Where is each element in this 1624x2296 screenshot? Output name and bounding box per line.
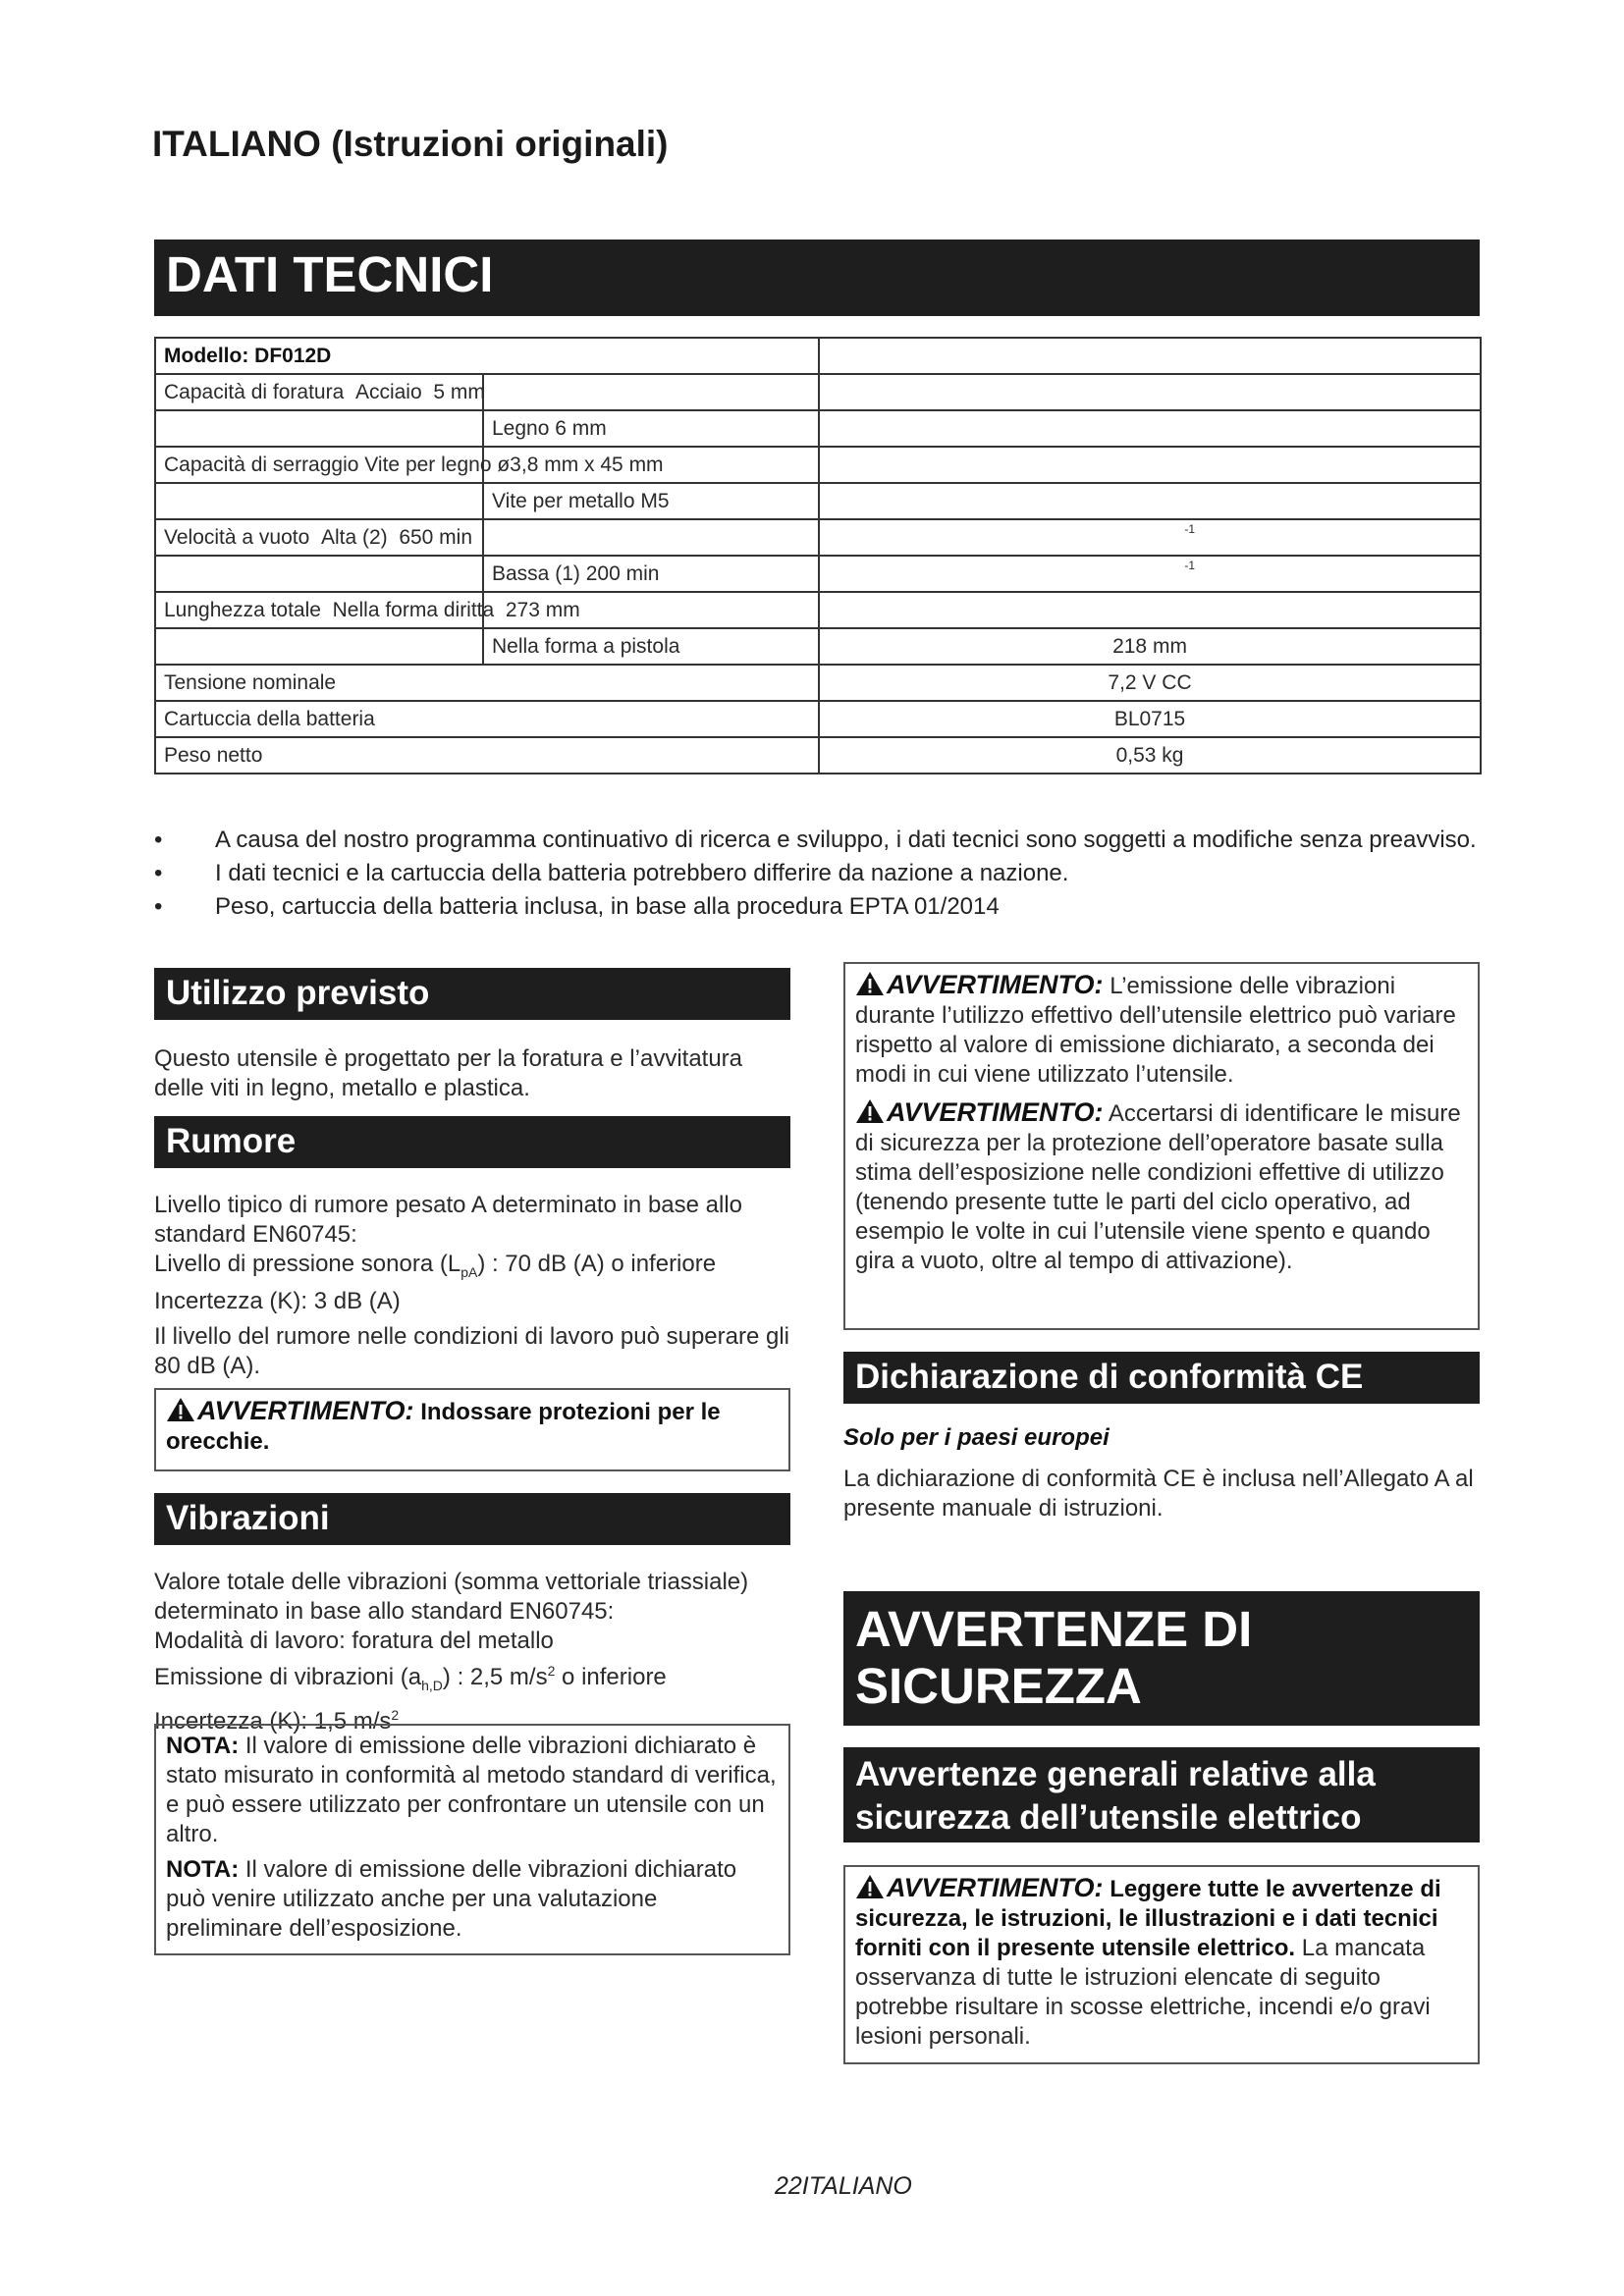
- table-row: Capacità di foratura Acciaio 5 mm: [155, 374, 1481, 410]
- vibration-heading: Vibrazioni: [154, 1493, 790, 1545]
- table-row: Vite per metallo M5: [155, 483, 1481, 519]
- safety-warning-box: AVVERTIMENTO: Leggere tutte le avvertenze di sicurezza, le istruzioni, le illustrazioni e i dati tecnici forniti con il presente utensile elettrico. La mancata osservanza di tutte le istruzioni elencate di seguito potrebbe risultare in scosse elettriche, incendi e/o gravi lesioni personali.: [843, 1865, 1480, 2064]
- warning-triangle-icon: [855, 1098, 885, 1124]
- table-row: Tensione nominale 7,2 V CC: [155, 665, 1481, 701]
- spec-notes: [154, 825, 1480, 925]
- table-row: Lunghezza totale Nella forma diritta 273 mm: [155, 592, 1481, 628]
- warning-triangle-icon: [855, 971, 885, 996]
- ce-text: La dichiarazione di conformità CE è inclusa nell’Allegato A al presente manuale di istruzioni.: [843, 1466, 1474, 1522]
- specs-table: [154, 337, 1482, 774]
- table-row: Peso netto 0,53 kg: [155, 737, 1481, 774]
- list-item: • I dati tecnici e la cartuccia della batteria potrebbero differire da nazione a nazione.: [154, 860, 1069, 886]
- model-cell: Modello: DF012D: [155, 338, 819, 374]
- table-row: Velocità a vuoto Alta (2) 650 min -1: [155, 519, 1481, 556]
- superscript: -1: [1184, 559, 1196, 572]
- warning-triangle-icon: [166, 1397, 195, 1422]
- noise-heading: Rumore: [154, 1116, 790, 1168]
- table-row: Bassa (1) 200 min -1: [155, 556, 1481, 592]
- warning-triangle-icon: [855, 1874, 885, 1899]
- safety-banner: AVVERTENZE DI SICUREZZA: [843, 1591, 1480, 1726]
- vibration-warnings-box: AVVERTIMENTO: L’emissione delle vibrazioni durante l’utilizzo effettivo dell’utensile elettrico può variare rispetto al valore di emissione dichiarato, a seconda dei modi in cui viene utilizzato l’utensile. AVVERTIMENTO: Accertarsi di identificare le misure di sicurezza per la protezione dell’operatore basate sulla stima dell’esposizione nelle condizioni effettive di utilizzo (tenendo presente tutte le parti del ciclo operativo, ad esempio le volte in cui l’utensile viene spento e quando gira a vuoto, oltre al tempo di attivazione).: [843, 962, 1480, 1330]
- page-footer: 22ITALIANO: [775, 2172, 912, 2200]
- intended-use-text: Questo utensile è progettato per la foratura e l’avvitatura delle viti in legno, metallo e plastica.: [154, 1045, 743, 1101]
- noise-warning-box: AVVERTIMENTO: Indossare protezioni per le orecchie.: [154, 1388, 790, 1471]
- vibration-section: Valore totale delle vibrazioni (somma vettoriale triassiale) determinato in base allo standard EN60745: Modalità di lavoro: foratura del metallo Emissione di vibrazioni $(a_{h,D})$ : 2,5 $m/s^2$ o inferiore Incertezza (K): 1,5 $m/s^2$: [154, 1569, 749, 1735]
- page-language-title: ITALIANO (Istruzioni originali): [152, 124, 669, 164]
- ce-heading: Dichiarazione di conformità CE: [843, 1352, 1480, 1404]
- table-row: [155, 338, 1481, 374]
- table-row: Legno 6 mm: [155, 410, 1481, 447]
- list-item: • Peso, cartuccia della batteria inclusa, in base alla procedura EPTA 01/2014: [154, 893, 1000, 920]
- table-row: Capacità di serraggio Vite per legno ø3,8 mm x 45 mm: [155, 447, 1481, 483]
- safety-subtitle: Avvertenze generali relative alla sicurezza dell’utensile elettrico: [843, 1747, 1480, 1842]
- list-item: • A causa del nostro programma continuativo di ricerca e sviluppo, i dati tecnici sono soggetti a modifiche senza preavviso.: [154, 827, 1477, 853]
- table-row: Cartuccia della batteria BL0715: [155, 701, 1481, 737]
- ce-subtitle: Solo per i paesi europei: [843, 1424, 1110, 1451]
- specs-banner: DATI TECNICI: [154, 240, 1480, 316]
- vibration-notes-box: NOTA: Il valore di emissione delle vibrazioni dichiarato è stato misurato in conformità al metodo standard di verifica, e può essere utilizzato per confrontare un utensile con un altro. NOTA: Il valore di emissione delle vibrazioni dichiarato può venire utilizzato anche per una valutazione preliminare dell’esposizione.: [154, 1724, 790, 1955]
- superscript: -1: [1184, 522, 1196, 536]
- table-row: Nella forma a pistola 218 mm: [155, 628, 1481, 665]
- intended-use-heading: Utilizzo previsto: [154, 968, 790, 1020]
- noise-section: Livello tipico di rumore pesato A determinato in base allo standard EN60745: Livello di pressione sonora $(L_{pA})$ : 70 dB (A) o inferiore Incertezza (K): 3 dB (A) Il livello del rumore nelle condizioni di lavoro può superare gli 80 dB (A).: [154, 1192, 790, 1379]
